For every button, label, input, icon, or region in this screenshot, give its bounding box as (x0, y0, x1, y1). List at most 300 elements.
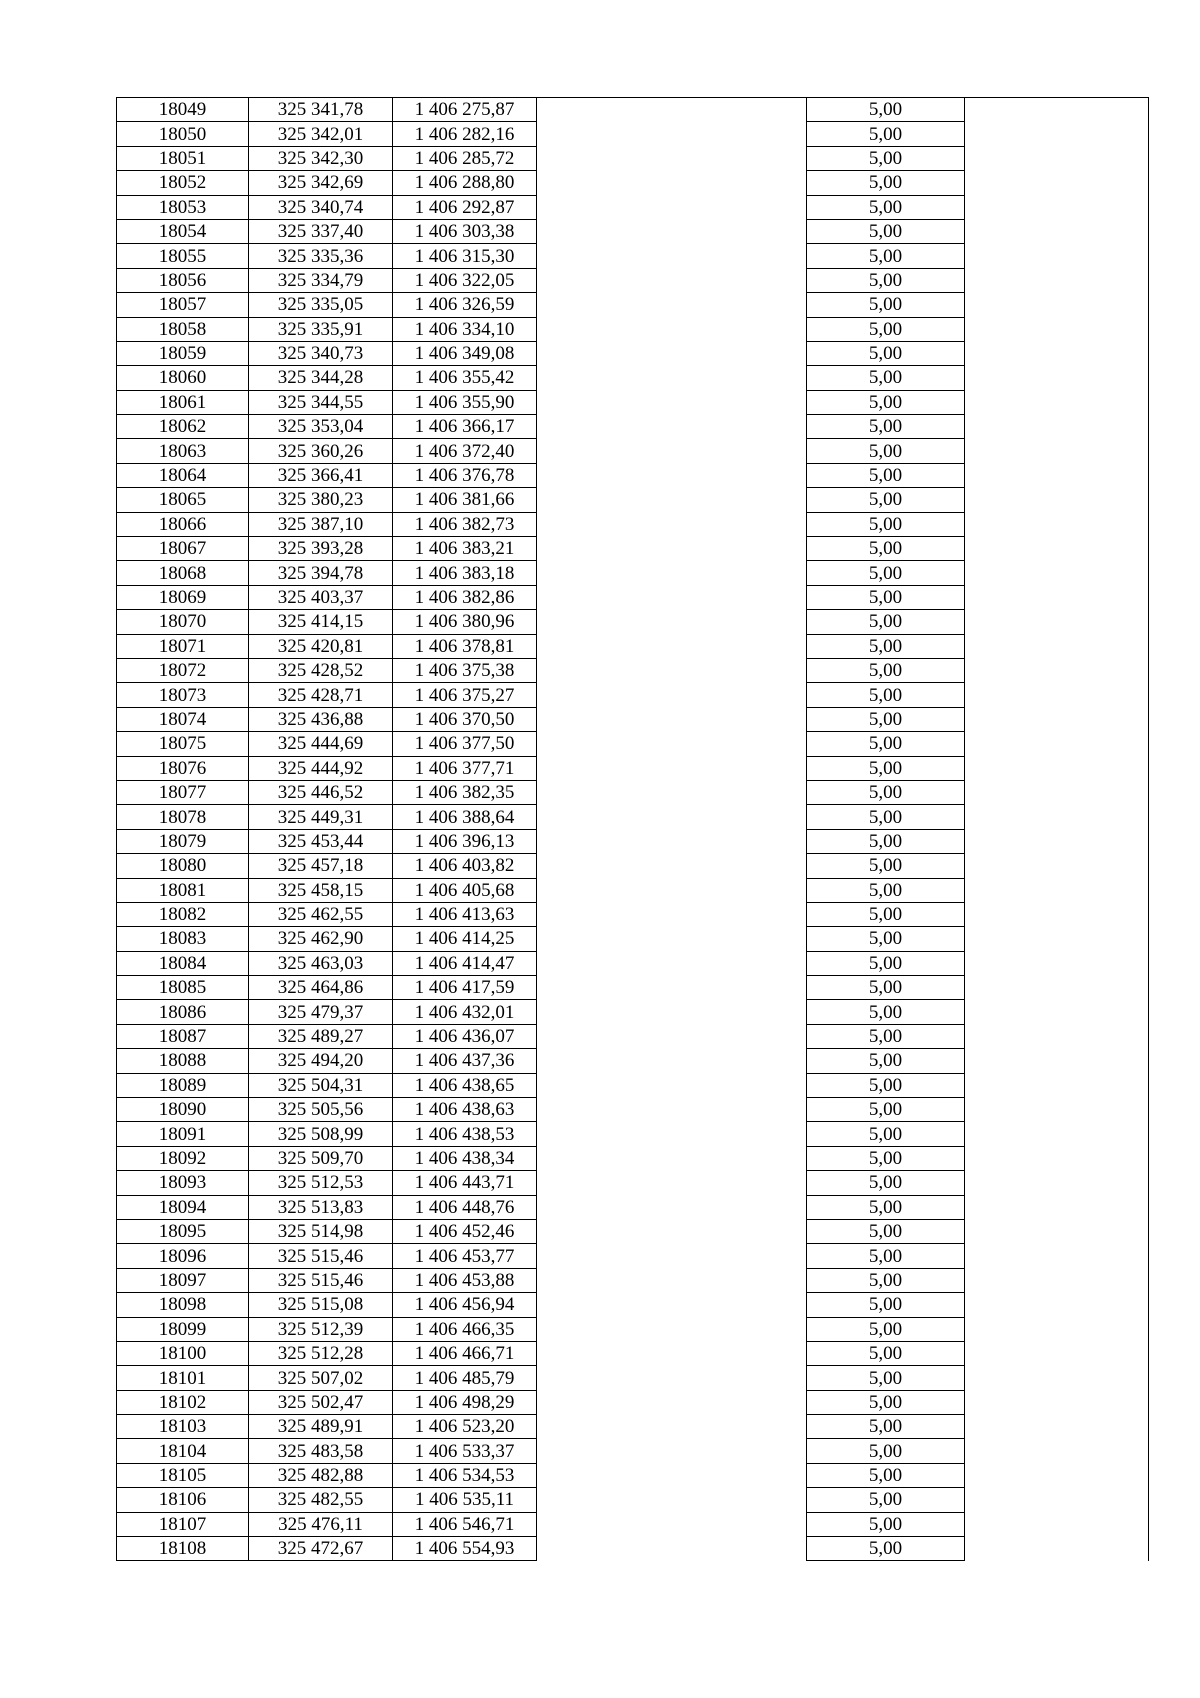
x-coordinate-cell: 325 436,88 (249, 707, 393, 731)
table-row (117, 1073, 1149, 1097)
empty-cell (537, 1219, 807, 1243)
x-coordinate-cell: 325 403,37 (249, 585, 393, 609)
x-coordinate-cell: 325 353,04 (249, 415, 393, 439)
empty-cell (965, 488, 1149, 512)
x-coordinate-cell: 325 507,02 (249, 1366, 393, 1390)
empty-cell (537, 854, 807, 878)
value-cell: 5,00 (807, 366, 965, 390)
empty-cell (965, 463, 1149, 487)
y-coordinate-cell: 1 406 396,13 (393, 829, 537, 853)
empty-cell (965, 1293, 1149, 1317)
empty-cell (965, 707, 1149, 731)
point-number-cell: 18094 (117, 1195, 249, 1219)
point-number-cell: 18052 (117, 171, 249, 195)
empty-cell (537, 585, 807, 609)
empty-cell (537, 1317, 807, 1341)
y-coordinate-cell: 1 406 546,71 (393, 1512, 537, 1536)
point-number-cell: 18054 (117, 219, 249, 243)
point-number-cell: 18063 (117, 439, 249, 463)
value-cell: 5,00 (807, 1537, 965, 1561)
empty-cell (537, 122, 807, 146)
y-coordinate-cell: 1 406 438,53 (393, 1122, 537, 1146)
y-coordinate-cell: 1 406 554,93 (393, 1537, 537, 1561)
y-coordinate-cell: 1 406 452,46 (393, 1219, 537, 1243)
empty-cell (965, 805, 1149, 829)
table-row (117, 1488, 1149, 1512)
empty-cell (965, 610, 1149, 634)
empty-cell (537, 902, 807, 926)
x-coordinate-cell: 325 513,83 (249, 1195, 393, 1219)
y-coordinate-cell: 1 406 303,38 (393, 219, 537, 243)
value-cell: 5,00 (807, 415, 965, 439)
y-coordinate-cell: 1 406 382,35 (393, 780, 537, 804)
table-row (117, 98, 1149, 122)
empty-cell (965, 415, 1149, 439)
point-number-cell: 18080 (117, 854, 249, 878)
empty-cell (965, 1098, 1149, 1122)
x-coordinate-cell: 325 463,03 (249, 951, 393, 975)
value-cell: 5,00 (807, 122, 965, 146)
empty-cell (537, 341, 807, 365)
empty-cell (537, 1244, 807, 1268)
x-coordinate-cell: 325 341,78 (249, 98, 393, 122)
empty-cell (965, 927, 1149, 951)
table-row (117, 829, 1149, 853)
value-cell: 5,00 (807, 927, 965, 951)
x-coordinate-cell: 325 514,98 (249, 1219, 393, 1243)
point-number-cell: 18096 (117, 1244, 249, 1268)
empty-cell (965, 976, 1149, 1000)
table-row (117, 683, 1149, 707)
x-coordinate-cell: 325 505,56 (249, 1098, 393, 1122)
empty-cell (537, 927, 807, 951)
point-number-cell: 18098 (117, 1293, 249, 1317)
table-row (117, 1463, 1149, 1487)
empty-cell (965, 902, 1149, 926)
table-row (117, 805, 1149, 829)
empty-cell (537, 537, 807, 561)
empty-cell (965, 1122, 1149, 1146)
empty-cell (965, 1488, 1149, 1512)
y-coordinate-cell: 1 406 523,20 (393, 1415, 537, 1439)
empty-cell (537, 878, 807, 902)
value-cell: 5,00 (807, 1073, 965, 1097)
value-cell: 5,00 (807, 293, 965, 317)
y-coordinate-cell: 1 406 534,53 (393, 1463, 537, 1487)
empty-cell (537, 976, 807, 1000)
x-coordinate-cell: 325 502,47 (249, 1390, 393, 1414)
empty-cell (965, 1171, 1149, 1195)
value-cell: 5,00 (807, 756, 965, 780)
table-row (117, 854, 1149, 878)
point-number-cell: 18089 (117, 1073, 249, 1097)
empty-cell (965, 195, 1149, 219)
y-coordinate-cell: 1 406 382,86 (393, 585, 537, 609)
table-row (117, 293, 1149, 317)
y-coordinate-cell: 1 406 382,73 (393, 512, 537, 536)
value-cell: 5,00 (807, 488, 965, 512)
value-cell: 5,00 (807, 219, 965, 243)
table-row (117, 1268, 1149, 1292)
x-coordinate-cell: 325 494,20 (249, 1049, 393, 1073)
value-cell: 5,00 (807, 439, 965, 463)
empty-cell (537, 634, 807, 658)
y-coordinate-cell: 1 406 405,68 (393, 878, 537, 902)
x-coordinate-cell: 325 334,79 (249, 268, 393, 292)
table-row (117, 1219, 1149, 1243)
empty-cell (537, 146, 807, 170)
x-coordinate-cell: 325 344,55 (249, 390, 393, 414)
value-cell: 5,00 (807, 317, 965, 341)
y-coordinate-cell: 1 406 326,59 (393, 293, 537, 317)
table-row (117, 146, 1149, 170)
y-coordinate-cell: 1 406 466,35 (393, 1317, 537, 1341)
table-row (117, 366, 1149, 390)
empty-cell (965, 1512, 1149, 1536)
empty-cell (537, 1073, 807, 1097)
x-coordinate-cell: 325 414,15 (249, 610, 393, 634)
empty-cell (537, 683, 807, 707)
value-cell: 5,00 (807, 1439, 965, 1463)
table-row (117, 219, 1149, 243)
y-coordinate-cell: 1 406 315,30 (393, 244, 537, 268)
point-number-cell: 18090 (117, 1098, 249, 1122)
y-coordinate-cell: 1 406 453,88 (393, 1268, 537, 1292)
empty-cell (965, 293, 1149, 317)
empty-cell (537, 244, 807, 268)
value-cell: 5,00 (807, 244, 965, 268)
table-row (117, 658, 1149, 682)
value-cell: 5,00 (807, 1415, 965, 1439)
x-coordinate-cell: 325 342,30 (249, 146, 393, 170)
empty-cell (537, 805, 807, 829)
table-row (117, 1537, 1149, 1561)
table-row (117, 878, 1149, 902)
table-row (117, 1122, 1149, 1146)
x-coordinate-cell: 325 512,39 (249, 1317, 393, 1341)
empty-cell (965, 683, 1149, 707)
point-number-cell: 18097 (117, 1268, 249, 1292)
x-coordinate-cell: 325 458,15 (249, 878, 393, 902)
value-cell: 5,00 (807, 829, 965, 853)
empty-cell (537, 293, 807, 317)
y-coordinate-cell: 1 406 443,71 (393, 1171, 537, 1195)
value-cell: 5,00 (807, 341, 965, 365)
table-row (117, 634, 1149, 658)
empty-cell (965, 1537, 1149, 1561)
table-row (117, 951, 1149, 975)
point-number-cell: 18105 (117, 1463, 249, 1487)
table-row (117, 341, 1149, 365)
empty-cell (965, 1244, 1149, 1268)
x-coordinate-cell: 325 342,01 (249, 122, 393, 146)
point-number-cell: 18077 (117, 780, 249, 804)
empty-cell (537, 366, 807, 390)
table-row (117, 122, 1149, 146)
x-coordinate-cell: 325 444,69 (249, 732, 393, 756)
empty-cell (965, 854, 1149, 878)
y-coordinate-cell: 1 406 285,72 (393, 146, 537, 170)
table-row (117, 976, 1149, 1000)
empty-cell (537, 1463, 807, 1487)
table-row (117, 780, 1149, 804)
point-number-cell: 18087 (117, 1024, 249, 1048)
point-number-cell: 18101 (117, 1366, 249, 1390)
point-number-cell: 18081 (117, 878, 249, 902)
x-coordinate-cell: 325 512,28 (249, 1341, 393, 1365)
table-row (117, 927, 1149, 951)
point-number-cell: 18086 (117, 1000, 249, 1024)
y-coordinate-cell: 1 406 381,66 (393, 488, 537, 512)
empty-cell (537, 98, 807, 122)
empty-cell (537, 1512, 807, 1536)
empty-cell (965, 244, 1149, 268)
x-coordinate-cell: 325 508,99 (249, 1122, 393, 1146)
point-number-cell: 18068 (117, 561, 249, 585)
empty-cell (965, 1024, 1149, 1048)
value-cell: 5,00 (807, 732, 965, 756)
empty-cell (965, 1049, 1149, 1073)
x-coordinate-cell: 325 462,90 (249, 927, 393, 951)
value-cell: 5,00 (807, 146, 965, 170)
x-coordinate-cell: 325 472,67 (249, 1537, 393, 1561)
y-coordinate-cell: 1 406 282,16 (393, 122, 537, 146)
empty-cell (965, 1073, 1149, 1097)
y-coordinate-cell: 1 406 438,63 (393, 1098, 537, 1122)
x-coordinate-cell: 325 394,78 (249, 561, 393, 585)
point-number-cell: 18070 (117, 610, 249, 634)
value-cell: 5,00 (807, 878, 965, 902)
empty-cell (965, 1439, 1149, 1463)
value-cell: 5,00 (807, 1146, 965, 1170)
point-number-cell: 18060 (117, 366, 249, 390)
x-coordinate-cell: 325 393,28 (249, 537, 393, 561)
point-number-cell: 18071 (117, 634, 249, 658)
y-coordinate-cell: 1 406 380,96 (393, 610, 537, 634)
point-number-cell: 18106 (117, 1488, 249, 1512)
value-cell: 5,00 (807, 1098, 965, 1122)
point-number-cell: 18091 (117, 1122, 249, 1146)
point-number-cell: 18072 (117, 658, 249, 682)
value-cell: 5,00 (807, 951, 965, 975)
y-coordinate-cell: 1 406 349,08 (393, 341, 537, 365)
x-coordinate-cell: 325 449,31 (249, 805, 393, 829)
x-coordinate-cell: 325 489,91 (249, 1415, 393, 1439)
point-number-cell: 18061 (117, 390, 249, 414)
empty-cell (965, 1146, 1149, 1170)
point-number-cell: 18053 (117, 195, 249, 219)
table-row (117, 488, 1149, 512)
value-cell: 5,00 (807, 1341, 965, 1365)
table-row (117, 707, 1149, 731)
point-number-cell: 18083 (117, 927, 249, 951)
empty-cell (965, 366, 1149, 390)
coordinates-table-body (117, 98, 1149, 1561)
table-row (117, 244, 1149, 268)
empty-cell (537, 707, 807, 731)
empty-cell (537, 1488, 807, 1512)
y-coordinate-cell: 1 406 377,50 (393, 732, 537, 756)
empty-cell (537, 1122, 807, 1146)
x-coordinate-cell: 325 335,36 (249, 244, 393, 268)
empty-cell (537, 756, 807, 780)
empty-cell (537, 317, 807, 341)
value-cell: 5,00 (807, 902, 965, 926)
empty-cell (965, 780, 1149, 804)
empty-cell (537, 1341, 807, 1365)
y-coordinate-cell: 1 406 288,80 (393, 171, 537, 195)
value-cell: 5,00 (807, 854, 965, 878)
value-cell: 5,00 (807, 1366, 965, 1390)
empty-cell (537, 658, 807, 682)
table-row (117, 1049, 1149, 1073)
point-number-cell: 18108 (117, 1537, 249, 1561)
y-coordinate-cell: 1 406 334,10 (393, 317, 537, 341)
point-number-cell: 18050 (117, 122, 249, 146)
table-row (117, 171, 1149, 195)
empty-cell (537, 1195, 807, 1219)
point-number-cell: 18059 (117, 341, 249, 365)
table-row (117, 390, 1149, 414)
empty-cell (537, 610, 807, 634)
point-number-cell: 18104 (117, 1439, 249, 1463)
point-number-cell: 18093 (117, 1171, 249, 1195)
point-number-cell: 18082 (117, 902, 249, 926)
empty-cell (965, 1390, 1149, 1414)
table-row (117, 512, 1149, 536)
empty-cell (537, 561, 807, 585)
y-coordinate-cell: 1 406 355,42 (393, 366, 537, 390)
value-cell: 5,00 (807, 1122, 965, 1146)
table-row (117, 268, 1149, 292)
table-row (117, 1195, 1149, 1219)
y-coordinate-cell: 1 406 432,01 (393, 1000, 537, 1024)
table-row (117, 1244, 1149, 1268)
point-number-cell: 18079 (117, 829, 249, 853)
empty-cell (965, 146, 1149, 170)
x-coordinate-cell: 325 479,37 (249, 1000, 393, 1024)
y-coordinate-cell: 1 406 292,87 (393, 195, 537, 219)
empty-cell (537, 1366, 807, 1390)
empty-cell (537, 1268, 807, 1292)
x-coordinate-cell: 325 444,92 (249, 756, 393, 780)
y-coordinate-cell: 1 406 453,77 (393, 1244, 537, 1268)
table-row (117, 1000, 1149, 1024)
y-coordinate-cell: 1 406 366,17 (393, 415, 537, 439)
empty-cell (537, 1415, 807, 1439)
empty-cell (965, 1317, 1149, 1341)
empty-cell (537, 439, 807, 463)
empty-cell (965, 1000, 1149, 1024)
table-row (117, 561, 1149, 585)
empty-cell (537, 1439, 807, 1463)
y-coordinate-cell: 1 406 388,64 (393, 805, 537, 829)
y-coordinate-cell: 1 406 456,94 (393, 1293, 537, 1317)
x-coordinate-cell: 325 335,05 (249, 293, 393, 317)
empty-cell (537, 1049, 807, 1073)
empty-cell (537, 390, 807, 414)
x-coordinate-cell: 325 428,71 (249, 683, 393, 707)
value-cell: 5,00 (807, 1293, 965, 1317)
value-cell: 5,00 (807, 1219, 965, 1243)
x-coordinate-cell: 325 512,53 (249, 1171, 393, 1195)
y-coordinate-cell: 1 406 413,63 (393, 902, 537, 926)
value-cell: 5,00 (807, 585, 965, 609)
empty-cell (965, 561, 1149, 585)
table-row (117, 756, 1149, 780)
empty-cell (965, 98, 1149, 122)
empty-cell (965, 1341, 1149, 1365)
empty-cell (537, 195, 807, 219)
empty-cell (965, 951, 1149, 975)
x-coordinate-cell: 325 340,74 (249, 195, 393, 219)
empty-cell (965, 439, 1149, 463)
y-coordinate-cell: 1 406 414,47 (393, 951, 537, 975)
point-number-cell: 18074 (117, 707, 249, 731)
value-cell: 5,00 (807, 512, 965, 536)
empty-cell (965, 1219, 1149, 1243)
point-number-cell: 18065 (117, 488, 249, 512)
empty-cell (537, 1000, 807, 1024)
empty-cell (537, 1390, 807, 1414)
value-cell: 5,00 (807, 390, 965, 414)
y-coordinate-cell: 1 406 466,71 (393, 1341, 537, 1365)
point-number-cell: 18085 (117, 976, 249, 1000)
y-coordinate-cell: 1 406 448,76 (393, 1195, 537, 1219)
value-cell: 5,00 (807, 683, 965, 707)
empty-cell (537, 1537, 807, 1561)
table-row (117, 1293, 1149, 1317)
empty-cell (965, 658, 1149, 682)
y-coordinate-cell: 1 406 485,79 (393, 1366, 537, 1390)
y-coordinate-cell: 1 406 378,81 (393, 634, 537, 658)
table-row (117, 537, 1149, 561)
x-coordinate-cell: 325 335,91 (249, 317, 393, 341)
value-cell: 5,00 (807, 1512, 965, 1536)
x-coordinate-cell: 325 380,23 (249, 488, 393, 512)
x-coordinate-cell: 325 420,81 (249, 634, 393, 658)
table-row (117, 439, 1149, 463)
point-number-cell: 18067 (117, 537, 249, 561)
empty-cell (965, 171, 1149, 195)
table-row (117, 1512, 1149, 1536)
table-row (117, 415, 1149, 439)
value-cell: 5,00 (807, 268, 965, 292)
y-coordinate-cell: 1 406 375,27 (393, 683, 537, 707)
x-coordinate-cell: 325 453,44 (249, 829, 393, 853)
point-number-cell: 18066 (117, 512, 249, 536)
table-row (117, 1098, 1149, 1122)
empty-cell (537, 951, 807, 975)
table-row (117, 1415, 1149, 1439)
table-row (117, 1024, 1149, 1048)
point-number-cell: 18100 (117, 1341, 249, 1365)
value-cell: 5,00 (807, 1049, 965, 1073)
y-coordinate-cell: 1 406 417,59 (393, 976, 537, 1000)
point-number-cell: 18073 (117, 683, 249, 707)
table-row (117, 1146, 1149, 1170)
table-row (117, 317, 1149, 341)
empty-cell (537, 171, 807, 195)
empty-cell (537, 268, 807, 292)
table-row (117, 610, 1149, 634)
x-coordinate-cell: 325 515,08 (249, 1293, 393, 1317)
point-number-cell: 18099 (117, 1317, 249, 1341)
y-coordinate-cell: 1 406 438,65 (393, 1073, 537, 1097)
value-cell: 5,00 (807, 1488, 965, 1512)
x-coordinate-cell: 325 509,70 (249, 1146, 393, 1170)
table-row (117, 732, 1149, 756)
